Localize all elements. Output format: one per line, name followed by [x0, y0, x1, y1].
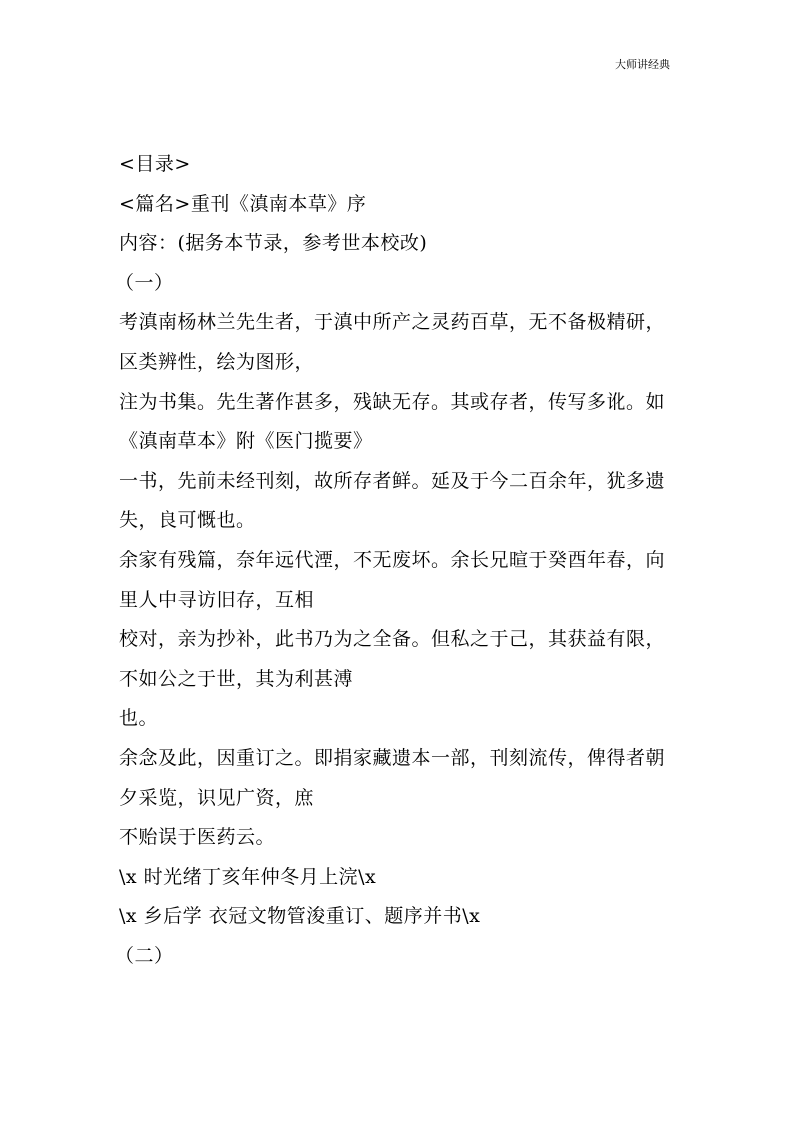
text-line: 一书，先前未经刊刻，故所存者鲜。延及于今二百余年，犹多遗 [119, 469, 666, 492]
text-line: 考滇南杨林兰先生者，于滇中所产之灵药百草，无不备极精研， [119, 311, 666, 334]
document-body [115, 145, 677, 976]
text-line: 区类辨性，绘为图形， [119, 350, 315, 373]
text-line: 不贻误于医药云。 [119, 826, 276, 849]
toc-marker: <目录> [119, 153, 191, 175]
text-line: 夕采览，识见广资，庶 [119, 786, 315, 809]
date-line: \x 时光绪丁亥年仲冬月上浣\x [119, 865, 377, 888]
content-source-note: 内容：(据务本节录，参考世本校改) [119, 232, 428, 255]
text-line: 余念及此，因重订之。即捐家藏遗本一部，刊刻流传，俾得者朝 [119, 746, 666, 769]
text-line: 失，良可慨也。 [119, 509, 256, 532]
text-line: 也。 [119, 707, 159, 730]
section-heading-1: （一） [115, 271, 174, 294]
text-line: 不如公之于世，其为利甚溥 [119, 667, 354, 690]
section-heading-2: （二） [115, 944, 174, 967]
text-line: 里人中寻访旧存，互相 [119, 588, 315, 611]
header-label: 大师讲经典 [615, 58, 670, 71]
text-line: 《滇南草本》附《医门揽要》 [119, 430, 373, 453]
text-line: 校对，亲为抄补，此书乃为之全备。但私之于己，其获益有限， [119, 628, 666, 651]
signature-line: \x 乡后学 衣冠文物管浚重订、题序并书\x [119, 905, 481, 928]
text-line: 余家有残篇，奈年远代湮，不无废坏。余长兄暄于癸酉年春，向 [119, 548, 666, 571]
text-line: 注为书集。先生著作甚多，残缺无存。其或存者，传写多讹。如 [119, 390, 666, 413]
chapter-title: <篇名>重刊《滇南本草》序 [119, 192, 367, 215]
